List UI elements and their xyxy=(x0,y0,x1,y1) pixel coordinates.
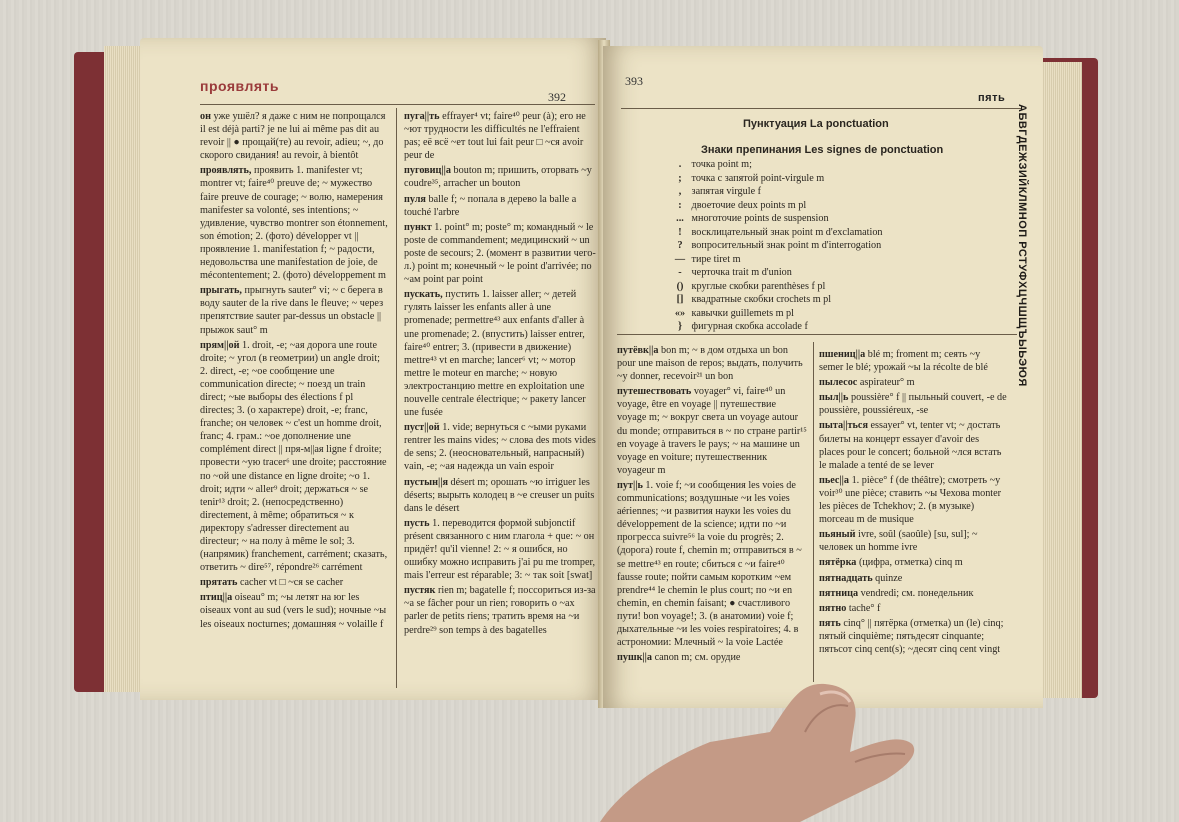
left-column-1 xyxy=(200,110,388,633)
punctuation-item xyxy=(671,172,883,186)
dictionary-entry: пыл||ь poussière° f || пыльный couvert, -e de poussière, poussiéreux, -se xyxy=(819,392,1007,417)
punctuation-item xyxy=(671,239,883,253)
dictionary-entry: пыта||ться essayer° vt, tenter vt; ~ достать билеты на концерт essayer d'avoir des places pour le concert; больной ~лся встать le malade a tenté de se lever xyxy=(819,420,1002,471)
dictionary-entry: пять cinq° || пятёрка (отметка) un (le) cinq; пятый cinquième; пятьдесят cinquante; пятьсот cinq cent(s); ~десят cinq cent vingt xyxy=(819,617,1004,655)
punctuation-item xyxy=(671,280,883,294)
right-running-head: пять xyxy=(978,92,1006,104)
dictionary-entry: пускать, пустить 1. laisser aller; ~ детей гулять laisser les enfants aller à une promenade; permettre⁴³ aux enfants d'aller à une promenade; 2. (впустить) laisser entrer, faire⁴⁰ entrer; 3. (привести в движение) mettre⁴³ vt en marche; lancer⁶ vt; ~ мотор mettre le moteur en marche; ~ новую электростанцию mettre en exploitation une nouvelle centrale électrique; ~ ракету lancer une fusée xyxy=(404,289,586,419)
punctuation-symbol: ! xyxy=(678,226,682,238)
punctuation-symbol: ... xyxy=(676,213,684,224)
punctuation-description: точка point m; xyxy=(689,159,752,170)
dictionary-entry: прятать cacher vt □ ~ся se cacher xyxy=(200,577,344,589)
dictionary-entry: путёвк||а bon m; ~ в дом отдыха un bon pour une maison de repos; выдать, получить ~у donner, recevoir²¹ un bon xyxy=(617,345,803,383)
punctuation-description: круглые скобки parenthèses f pl xyxy=(689,280,826,292)
left-running-head: проявлять xyxy=(200,78,279,94)
punctuation-item xyxy=(671,307,883,321)
punctuation-description: многоточие points de suspension xyxy=(689,213,829,224)
left-column-rule xyxy=(396,108,397,688)
punctuation-item xyxy=(671,212,883,226)
punctuation-item xyxy=(671,226,883,240)
dictionary-entry: проявлять, проявить 1. manifester vt; montrer vt; faire⁴⁰ preuve de; ~ мужество faire preuve de courage; ~ волю, намерения manifester sa volonté, ses intentions; ~ удивление, чувство montrer son étonnement, son émotion; 2. (фото) développer vt || проявление 1. manifestation f; ~ радости, недовольства une manifestation de joie, de mécontentement; 2. (фото) développement m xyxy=(200,165,388,282)
dictionary-entry: пушк||а canon m; см. орудие xyxy=(617,652,741,664)
right-column-rule xyxy=(813,342,814,682)
punctuation-description: точка с запятой point-virgule m xyxy=(689,172,825,184)
right-header-rule xyxy=(621,108,1021,109)
punctuation-item xyxy=(671,266,883,280)
punctuation-description: запятая virgule f xyxy=(689,186,762,197)
punctuation-item xyxy=(671,320,883,334)
alphabet-thumb-index: АБВГДЕЖЗИЙКЛМНОП РСТУФХЦЧШЩЪЫЬЭЮЯ xyxy=(1016,104,1028,387)
punctuation-symbol: - xyxy=(678,267,682,278)
punctuation-symbol: () xyxy=(676,280,684,292)
dictionary-entry: пустын||я désert m; орошать ~ю irriguer les déserts; вырыть колодец в ~е creuser un puits dans le désert xyxy=(404,476,595,514)
punctuation-symbol: — xyxy=(674,253,686,265)
punctuation-item xyxy=(671,185,883,199)
right-mid-rule xyxy=(617,334,1017,335)
dictionary-entry: пусть 1. переводится формой subjonctif présent связанного с ним глагола + que: ~ он придёт! qu'il vienne! 2: ~ я ошибся, но ошибку можно исправить j'ai pu me tromper, mais l'erreur est réparable; 3: ~ так soit [swat] xyxy=(404,517,596,582)
dictionary-entry: он уже ушёл? я даже с ним не попрощался il est déjà parti? je ne lui ai même pas dit au revoir || ● прощай(те) au revoir, adieu; ~, до скорого свидания! au revoir, à bientôt xyxy=(200,111,386,162)
page-edges-left xyxy=(104,46,142,692)
dictionary-entry: птиц||а oiseau° m; ~ы летят на юг les oiseaux vont au sud (vers le sud); ночные ~ы les oiseaux nocturnes; домашняя ~ volaille f xyxy=(200,592,387,630)
right-page-number: 393 xyxy=(625,74,643,88)
punctuation-description: квадратные скобки crochets m pl xyxy=(689,294,832,305)
punctuation-symbol: . xyxy=(678,159,682,170)
punctuation-description: вопросительный знак point m d'interrogation xyxy=(689,240,882,251)
dictionary-entry: пуля balle f; ~ попала в дерево la balle a touché l'arbre xyxy=(404,193,577,218)
punctuation-description: кавычки guillemets m pl xyxy=(689,307,794,319)
punctuation-item xyxy=(671,158,883,172)
right-column-1 xyxy=(617,344,807,666)
right-column-2 xyxy=(819,348,1007,658)
left-page-number: 392 xyxy=(548,90,566,104)
dictionary-entry: пуст||ой 1. vide; вернуться с ~ыми руками rentrer les mains vides; ~ слова des mots vides de sens; 2. (неосновательный, напрасный) vain, -e; ~ая надежда un vain espoir xyxy=(404,422,596,473)
left-column-2 xyxy=(404,110,596,639)
dictionary-entry: пылесос aspirateur° m xyxy=(819,377,915,389)
dictionary-entry: пустяк rien m; bagatelle f; поссориться из-за ~а se fâcher pour un rien; говорить о ~ах parler de petits riens; тратить время на ~и perdre²⁹ son temps à des bagatelles xyxy=(404,585,596,636)
left-page xyxy=(140,38,606,700)
dictionary-entry: пуговиц||а bouton m; пришить, оторвать ~у coudre³⁵, arracher un bouton xyxy=(404,165,592,190)
punctuation-list xyxy=(671,158,883,334)
right-page xyxy=(603,46,1043,708)
punctuation-subtitle: Знаки препинания Les signes de ponctuation xyxy=(701,144,944,156)
dictionary-entry: пункт 1. point° m; poste° m; командный ~ le poste de commandement; медицинский ~ un poste de secours; 2. (момент в развитии чего-л.) point m; конечный ~ le point d'arrivée; по ~ам point par point xyxy=(404,221,596,286)
punctuation-description: тире tiret m xyxy=(689,253,741,265)
page-edges-right xyxy=(1042,62,1082,698)
dictionary-entry: пуга||ть effrayer⁴ vt; faire⁴⁰ peur (à); его не ~ют трудности les difficultés ne l'effraient pas; её всё ~ет tout lui fait peur □ ~ся avoir peur de xyxy=(404,111,586,162)
punctuation-symbol: ; xyxy=(678,172,682,184)
dictionary-entry: пьяный ivre, soûl (saoûle) [su, sul]; ~ человек un homme ivre xyxy=(819,529,978,554)
punctuation-item xyxy=(671,293,883,307)
punctuation-description: двоеточие deux points m pl xyxy=(689,199,807,211)
punctuation-item xyxy=(671,253,883,267)
punctuation-description: фигурная скобка accolade f xyxy=(689,321,808,332)
punctuation-symbol: } xyxy=(677,321,682,332)
punctuation-symbol: [] xyxy=(676,294,684,305)
dictionary-entry: пут||ь 1. voie f; ~и сообщения les voies de communications; воздушные ~и les voies aériennes; ~и развития науки les voies du développement de la science; идти по ~и прогресса suivre⁵⁶ la voie du progrès; 2. (дорога) route f, chemin m; отправиться в ~ se mettre⁴³ en route; сбиться с ~и faire⁴⁰ fausse route; пойти самым коротким ~ем prendre⁴⁴ le chemin le plus court; по ~и en chemin, en chemin faisant; ● счастливого пути! bon voyage!; 3. (в анатомии) voie f; дыхательные ~и les voies respiratoires; 4. в астрономии: Млечный ~ la voie Lactée xyxy=(617,479,802,649)
punctuation-item xyxy=(671,199,883,213)
dictionary-entry: прям||ой 1. droit, -e; ~ая дорога une route droite; ~ угол (в геометрии) un angle droit; 2. direct, -e; ~ое сообщение une communication directe; ~ поезд un train direct; ~ые выборы des élections f pl directes; 3. (о характере) droit, -e; franc, franche; он человек ~ c'est un homme droit, franc; 4. грам.: ~ое дополнение une complément direct || пря-м||ая ligne f droite; провести ~ую tracer⁶ une droite; расстояние по ~ой une distance en ligne droite; ~о 1. droit; идти ~ aller⁹ droit; держаться ~ se tenir¹³ droit; 2. (непосредственно) directement, à même; обратиться ~ к директору s'adresser directement au directeur; ~ на полу à même le sol; 3. (напрямик) franchement, carrément; сказать, ответить ~ dire⁵⁷, répondre²⁶ carrément xyxy=(200,339,388,574)
dictionary-entry: пятница vendredi; см. понедельник xyxy=(819,587,974,599)
punctuation-symbol: : xyxy=(678,199,682,211)
punctuation-title: Пунктуация La ponctuation xyxy=(743,118,889,130)
dictionary-entry: пятнадцать quinze xyxy=(819,572,903,584)
dictionary-entry: пьес||а 1. pièce° f (de théâtre); смотреть ~у voir³⁰ une pièce; ставить ~ы Чехова monter les pièces de Tchekhov; 2. (в музыке) morceau m de musique xyxy=(819,474,1002,526)
dictionary-entry: пшениц||а blé m; froment m; сеять ~у semer le blé; урожай ~ы la récolte de blé xyxy=(819,349,988,374)
dictionary-entry: прыгать, прыгнуть sauter° vi; ~ с берега в воду sauter de la rive dans le fleuve; ~ через препятствие sauter par-dessus un obstacle || прыжок saut° m xyxy=(200,285,384,336)
punctuation-symbol: ? xyxy=(677,240,683,251)
punctuation-symbol: «» xyxy=(674,307,686,319)
dictionary-entry: пятёрка (цифра, отметка) cinq m xyxy=(819,557,963,569)
hand-icon xyxy=(600,672,920,822)
punctuation-symbol: , xyxy=(678,186,682,197)
dictionary-entry: пятно tache° f xyxy=(819,602,881,614)
punctuation-description: восклицательный знак point m d'exclamation xyxy=(689,226,883,238)
punctuation-description: черточка trait m d'union xyxy=(689,267,792,278)
left-header-rule xyxy=(200,104,595,105)
dictionary-entry: путешествовать voyager° vi, faire⁴⁰ un voyage, être en voyage || путешествие voyage m; ~ вокруг света un voyage autour du monde; отправиться в ~ по стране partir¹⁵ en voyage à travers le pays; ~ на машине un voyage en voiture; путешественник voyageur m xyxy=(617,386,807,476)
